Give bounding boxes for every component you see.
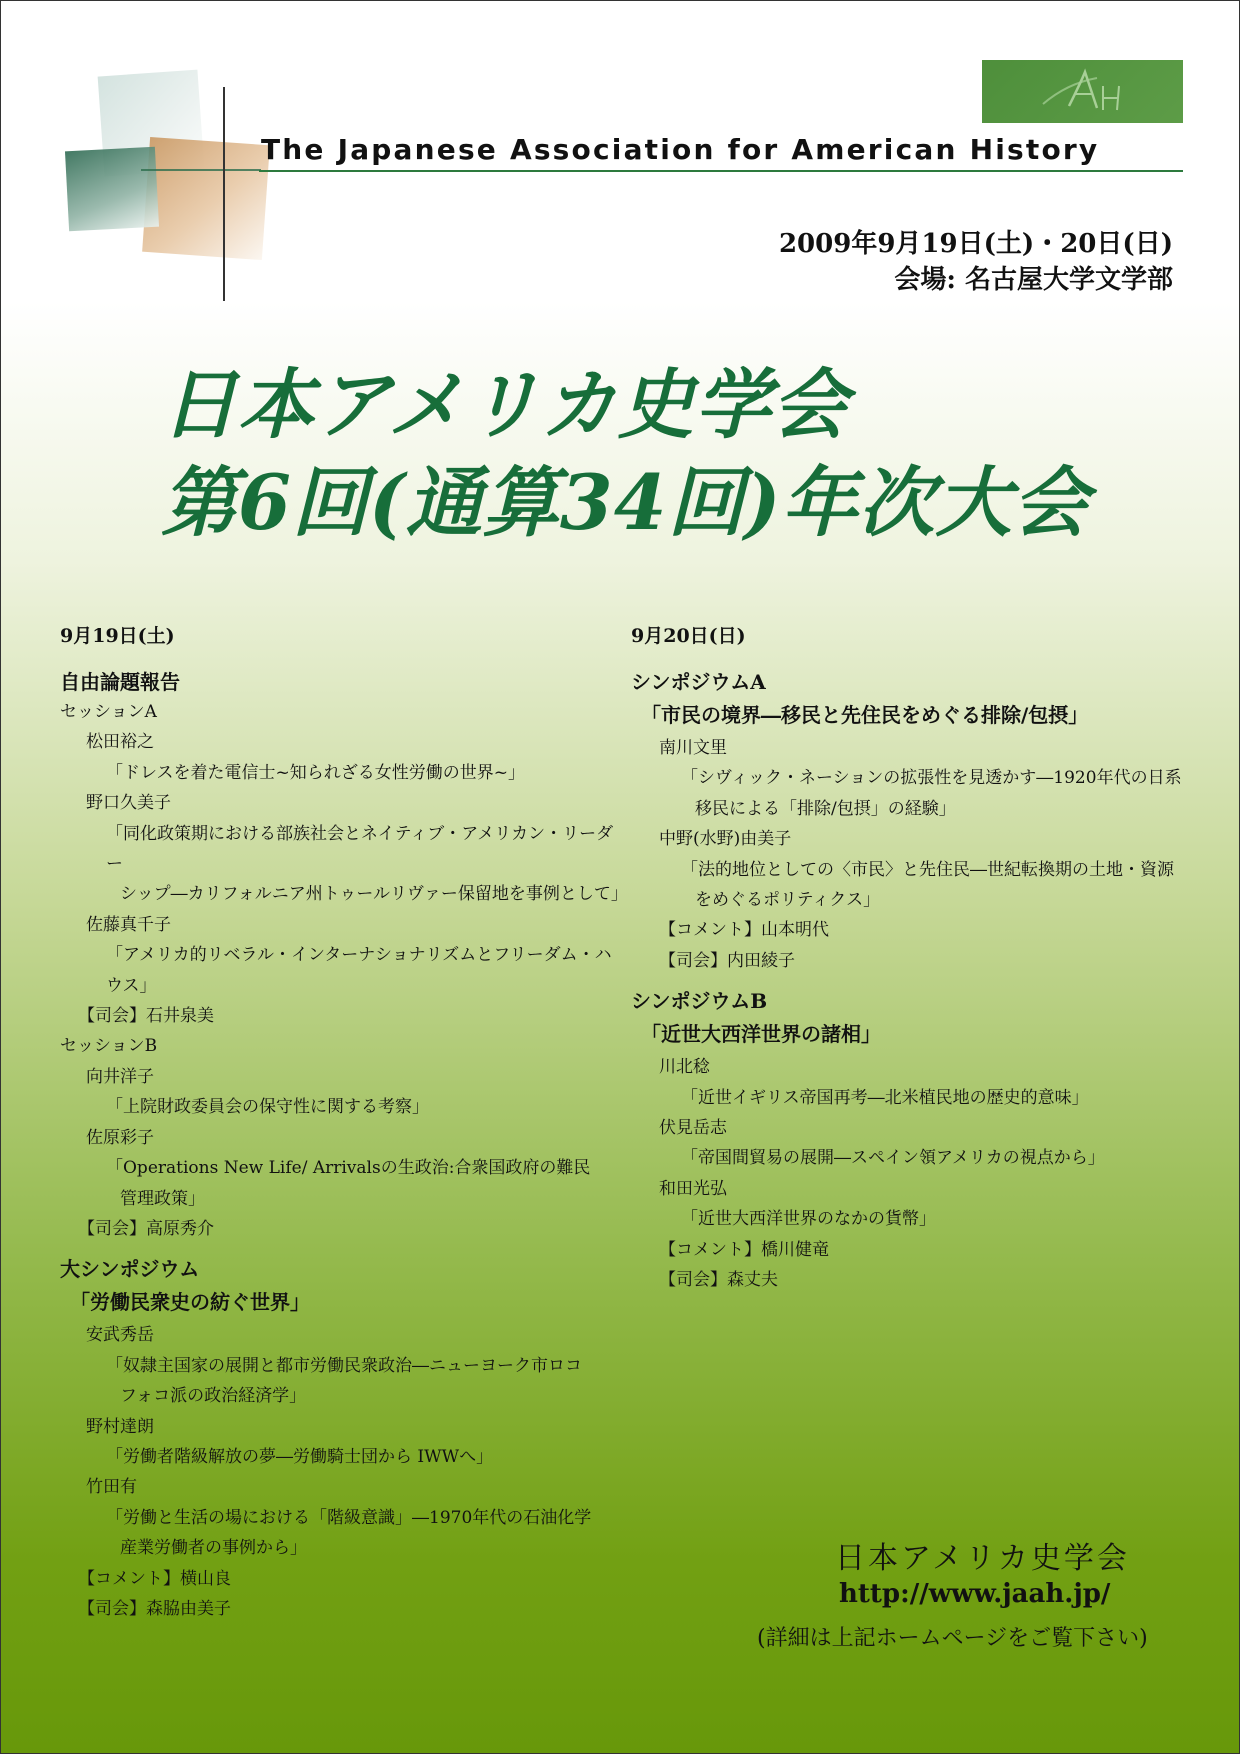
day2-column (631, 621, 1191, 1296)
presenter-name: 竹田有 (86, 1477, 137, 1498)
day1-column (60, 621, 628, 1624)
chair-credit: 【司会】石井泉美 (78, 1006, 214, 1027)
symposium-a-heading: シンポジウムA (631, 670, 766, 694)
presenter-name: 川北稔 (659, 1057, 710, 1078)
presenter-name: 安武秀岳 (86, 1325, 154, 1346)
presentation-title: 「アメリカ的リベラル・インターナショナリズムとフリーダム・ハウス」 (106, 945, 612, 996)
presenter-name: 中野(水野)由美子 (659, 829, 792, 850)
chair-credit: 【司会】内田綾子 (659, 950, 795, 971)
main-title (161, 356, 1090, 552)
presentation-title: 「労働と生活の場における「階級意識」―1970年代の石油化学 産業労働者の事例から」 (106, 1507, 592, 1559)
presenter-name: 伏見岳志 (659, 1118, 727, 1139)
footer-website-link[interactable]: http://www.jaah.jp/ (839, 1579, 1111, 1609)
presentation-title: 「同化政策期における部族社会とネイティブ・アメリカン・リーダー シップ―カリフォルニア州トゥールリヴァー保留地を事例として」 (106, 823, 628, 905)
presentation-title: 「Operations New Life/ Arrivalsの生政治:合衆国政府の難民 管理政策」 (106, 1158, 591, 1209)
association-logo-badge (982, 60, 1183, 123)
logo-cross-line (141, 169, 261, 171)
ah-monogram-icon (1023, 64, 1143, 120)
presentation-title: 「シヴィック・ネーションの拡張性を見透かす―1920年代の日系 移民による「排除/包摂」の経験」 (681, 768, 1182, 819)
logo-square-brown (142, 137, 270, 260)
chair-credit: 【司会】森脇由美子 (78, 1598, 231, 1619)
presentation-title: 「法的地位としての〈市民〉と先住民―世紀転換期の土地・資源 をめぐるポリティクス」 (681, 859, 1174, 911)
chair-credit: 【司会】高原秀介 (78, 1218, 214, 1239)
presentation-title: 「ドレスを着た電信士~知られざる女性労働の世界~」 (106, 762, 525, 783)
event-venue: 会場: 名古屋大学文学部 (894, 265, 1173, 295)
header-rule (259, 170, 1183, 172)
session-b-label: セッションB (60, 1036, 158, 1057)
presenter-name: 野口久美子 (86, 793, 171, 814)
presenter-name: 松田裕之 (86, 732, 154, 753)
english-title: The Japanese Association for American History (261, 133, 1100, 166)
presenter-name: 南川文里 (659, 738, 727, 758)
presentation-title: 「近世大西洋世界のなかの貨幣」 (681, 1209, 936, 1230)
grand-symposium-heading: 大シンポジウム (60, 1257, 200, 1282)
comment-credit: 【コメント】横山良 (78, 1568, 231, 1589)
session-a-label: セッションA (60, 702, 157, 722)
event-date: 2009年9月19日(土)・20日(日) (778, 229, 1173, 259)
grand-symposium-title: 「労働民衆史の紡ぐ世界」 (70, 1290, 310, 1315)
presentation-title: 「帝国間貿易の展開―スペイン領アメリカの視点から」 (681, 1148, 1105, 1169)
comment-credit: 【コメント】山本明代 (659, 920, 829, 941)
symposium-b-title: 「近世大西洋世界の諸相」 (641, 1022, 881, 1047)
presenter-name: 野村達朗 (86, 1416, 154, 1437)
presentation-title: 「労働者階級解放の夢―労働騎士団から IWWへ」 (106, 1446, 494, 1467)
footer-note: (詳細は上記ホームページをご覧下さい) (757, 1626, 1148, 1651)
free-reports-heading: 自由論題報告 (60, 670, 180, 694)
presentation-title: 「奴隷主国家の展開と都市労働民衆政治―ニューヨーク市ロコ フォコ派の政治経済学」 (106, 1355, 582, 1407)
footer-organization: 日本アメリカ史学会 (835, 1541, 1130, 1576)
presenter-name: 佐藤真千子 (86, 914, 171, 935)
main-title-line-2: 第6回(通算34回)年次大会 (161, 458, 1090, 547)
presentation-title: 「上院財政委員会の保守性に関する考察」 (106, 1097, 429, 1118)
symposium-b-heading: シンポジウムB (631, 989, 768, 1014)
symposium-a-title: 「市民の境界―移民と先住民をめぐる排除/包摂」 (641, 703, 1089, 727)
presentation-title: 「近世イギリス帝国再考―北米植民地の歴史的意味」 (681, 1087, 1089, 1108)
day2-heading: 9月20日(日) (631, 625, 746, 647)
presenter-name: 佐原彩子 (86, 1127, 154, 1148)
presenter-name: 向井洋子 (86, 1066, 154, 1087)
chair-credit: 【司会】森丈夫 (659, 1270, 778, 1291)
day1-heading: 9月19日(土) (60, 625, 175, 647)
comment-credit: 【コメント】橋川健竜 (659, 1239, 829, 1260)
main-title-line-1: 日本アメリカ史学会 (161, 360, 849, 449)
vertical-rule (223, 87, 225, 301)
presenter-name: 和田光弘 (659, 1178, 727, 1199)
logo-square-green (65, 147, 159, 232)
